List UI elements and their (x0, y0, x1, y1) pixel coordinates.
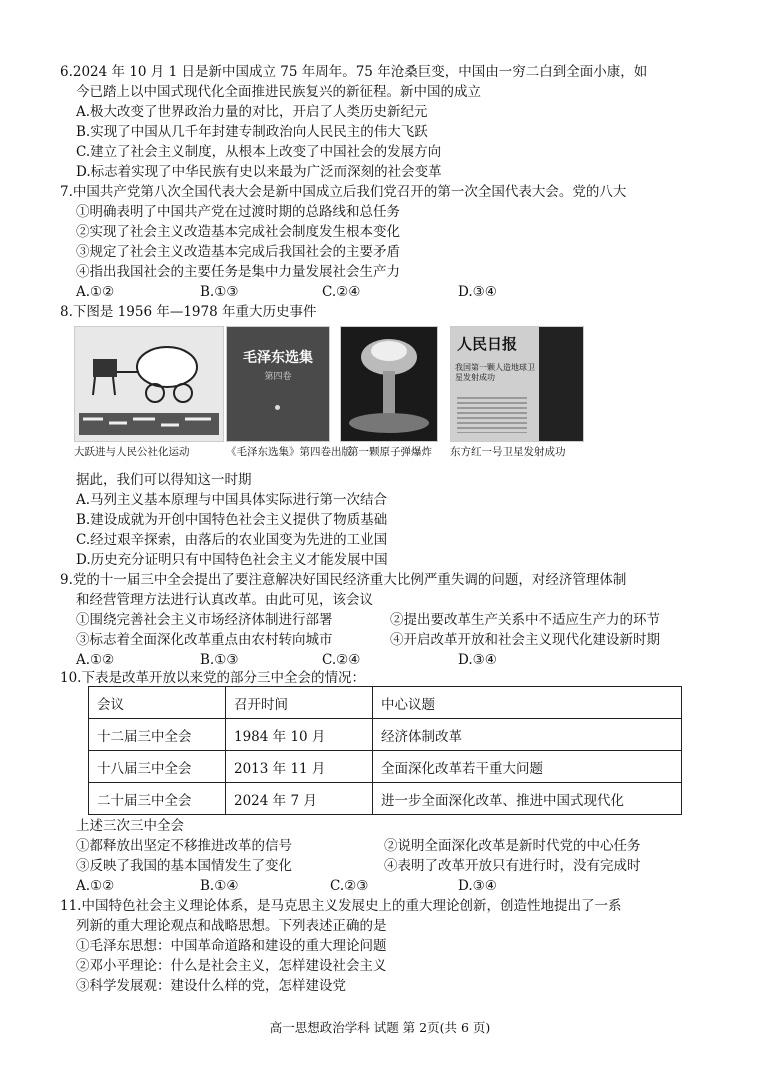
atomic-bomb-photo (340, 326, 438, 442)
q8-option-d: D.历史充分证明只有中国特色社会主义才能发展中国 (76, 552, 388, 568)
q9-statement-1: ①围绕完善社会主义市场经济体制进行部署 (76, 612, 333, 628)
q8-lead: 据此，我们可以得知这一时期 (76, 472, 252, 488)
q9-option-d: D.③④ (458, 652, 497, 668)
q7-option-b: B.①③ (200, 284, 239, 300)
q9-statement-3: ③标志着全面深化改革重点由农村转向城市 (76, 632, 333, 648)
q10-statement-3: ③反映了我国的基本国情发生了变化 (76, 858, 292, 874)
image-caption-2: 《毛泽东选集》第四卷出版 (226, 446, 352, 458)
q7-option-a: A.①② (76, 284, 115, 300)
q9-option-a: A.①② (76, 652, 115, 668)
q9-statement-2: ②提出要改革生产关系中不适应生产力的环节 (390, 612, 660, 628)
q7-stem: 7.中国共产党第八次全国代表大会是新中国成立后我们党召开的第一次全国代表大会。党的八大 (60, 184, 627, 200)
q10-option-d: D.③④ (458, 878, 497, 894)
q9-stem-line2: 和经营管理方法进行认真改革。由此可见，该会议 (76, 592, 373, 608)
newspaper-headline: 我国第一颗人造地球卫星发射成功 (455, 363, 535, 382)
q8-option-a: A.马列主义基本原理与中国具体实际进行第一次结合 (76, 492, 388, 508)
q11-statement-2: ②邓小平理论：什么是社会主义，怎样建设社会主义 (76, 958, 387, 974)
q10-statement-1: ①都释放出坚定不移推进改革的信号 (76, 838, 292, 854)
image-caption-1: 大跃进与人民公社化运动 (74, 446, 190, 458)
q10-statement-4: ④表明了改革开放只有进行时，没有完成时 (384, 858, 641, 874)
table-cell: 2024 年 7 月 (226, 783, 373, 815)
newspaper-photo (539, 327, 583, 441)
q8-image-strip (74, 326, 594, 464)
q6-stem-line1: 6.2024 年 10 月 1 日是新中国成立 75 年周年。75 年沧桑巨变，中国由一穷二白到全面小康，如 (60, 64, 648, 80)
book-cover-volume: 第四卷 (264, 372, 292, 382)
table-header-row (89, 687, 682, 719)
q7-statement-1: ①明确表明了中国共产党在过渡时期的总路线和总任务 (76, 204, 400, 220)
page-footer: 高一思想政治学科 试题 第 2页(共 6 页) (269, 1020, 491, 1035)
q7-option-c: C.②④ (322, 284, 361, 300)
table-cell: 经济体制改革 (373, 719, 682, 751)
table-header-cell: 召开时间 (226, 687, 373, 719)
table-row (89, 751, 682, 783)
table-cell: 十八届三中全会 (89, 751, 226, 783)
table-row (89, 783, 682, 815)
table-cell: 十二届三中全会 (89, 719, 226, 751)
q8-stem: 8.下图是 1956 年—1978 年重大历史事件 (60, 304, 317, 320)
q11-stem-line1: 11.中国特色社会主义理论体系，是马克思主义发展史上的重大理论创新，创造性地提出了一系 (60, 898, 622, 914)
table-header-cell: 会议 (89, 687, 226, 719)
q8-option-c: C.经过艰辛探索，由落后的农业国变为先进的工业国 (76, 532, 388, 548)
table-header-cell: 中心议题 (373, 687, 682, 719)
q11-statement-1: ①毛泽东思想：中国革命道路和建设的重大理论问题 (76, 938, 387, 954)
q9-option-c: C.②④ (322, 652, 361, 668)
table-cell: 2013 年 11 月 (226, 751, 373, 783)
image-caption-4: 东方红一号卫星发射成功 (450, 446, 566, 458)
newspaper-body-text (457, 397, 527, 433)
q9-statement-4: ④开启改革开放和社会主义现代化建设新时期 (390, 632, 660, 648)
plenum-table (88, 686, 682, 815)
table-cell: 1984 年 10 月 (226, 719, 373, 751)
q11-stem-line2: 列新的重大理论观点和战略思想。下列表述正确的是 (76, 918, 387, 934)
selected-works-book-cover (226, 326, 330, 442)
q10-option-b: B.①④ (200, 878, 239, 894)
q7-statement-2: ②实现了社会主义改造基本完成社会制度发生根本变化 (76, 224, 400, 240)
q6-option-a: A.极大改变了世界政治力量的对比，开启了人类历史新纪元 (76, 104, 428, 120)
q7-statement-3: ③规定了社会主义改造基本完成后我国社会的主要矛盾 (76, 244, 400, 260)
q8-option-b: B.建设成就为开创中国特色社会主义提供了物质基础 (76, 512, 388, 528)
newspaper-masthead: 人民日报 (457, 335, 518, 353)
q9-stem-line1: 9.党的十一届三中全会提出了要注意解决好国民经济重大比例严重失调的问题，对经济管理体制 (60, 572, 627, 588)
q6-option-b: B.实现了中国从几千年封建专制政治向人民民主的伟大飞跃 (76, 124, 428, 140)
q7-option-d: D.③④ (458, 284, 497, 300)
q6-option-c: C.建立了社会主义制度，从根本上改变了中国社会的发展方向 (76, 144, 442, 160)
q6-stem-line2: 今已踏上以中国式现代化全面推进民族复兴的新征程。新中国的成立 (76, 84, 481, 100)
q10-lead: 上述三次三中全会 (76, 818, 184, 834)
satellite-newspaper (450, 326, 584, 442)
image-caption-3: 第一颗原子弹爆炸 (348, 446, 432, 458)
table-cell: 进一步全面深化改革、推进中国式现代化 (373, 783, 682, 815)
q10-stem: 10.下表是改革开放以来党的部分三中全会的情况： (60, 670, 365, 686)
q10-statement-2: ②说明全面深化改革是新时代党的中心任务 (384, 838, 641, 854)
book-cover-title: 毛泽东选集 (243, 350, 313, 366)
q6-option-d: D.标志着实现了中华民族有史以来最为广泛而深刻的社会变革 (76, 164, 442, 180)
table-row (89, 719, 682, 751)
table-cell: 全面深化改革若干重大问题 (373, 751, 682, 783)
book-cover-mark (275, 405, 280, 410)
q11-statement-3: ③科学发展观：建设什么样的党，怎样建设党 (76, 978, 346, 994)
q10-option-a: A.①② (76, 878, 115, 894)
table-cell: 二十届三中全会 (89, 783, 226, 815)
q7-statement-4: ④指出我国社会的主要任务是集中力量发展社会生产力 (76, 264, 400, 280)
q10-option-c: C.②③ (330, 878, 369, 894)
great-leap-forward-cartoon (74, 326, 224, 442)
q9-option-b: B.①③ (200, 652, 239, 668)
